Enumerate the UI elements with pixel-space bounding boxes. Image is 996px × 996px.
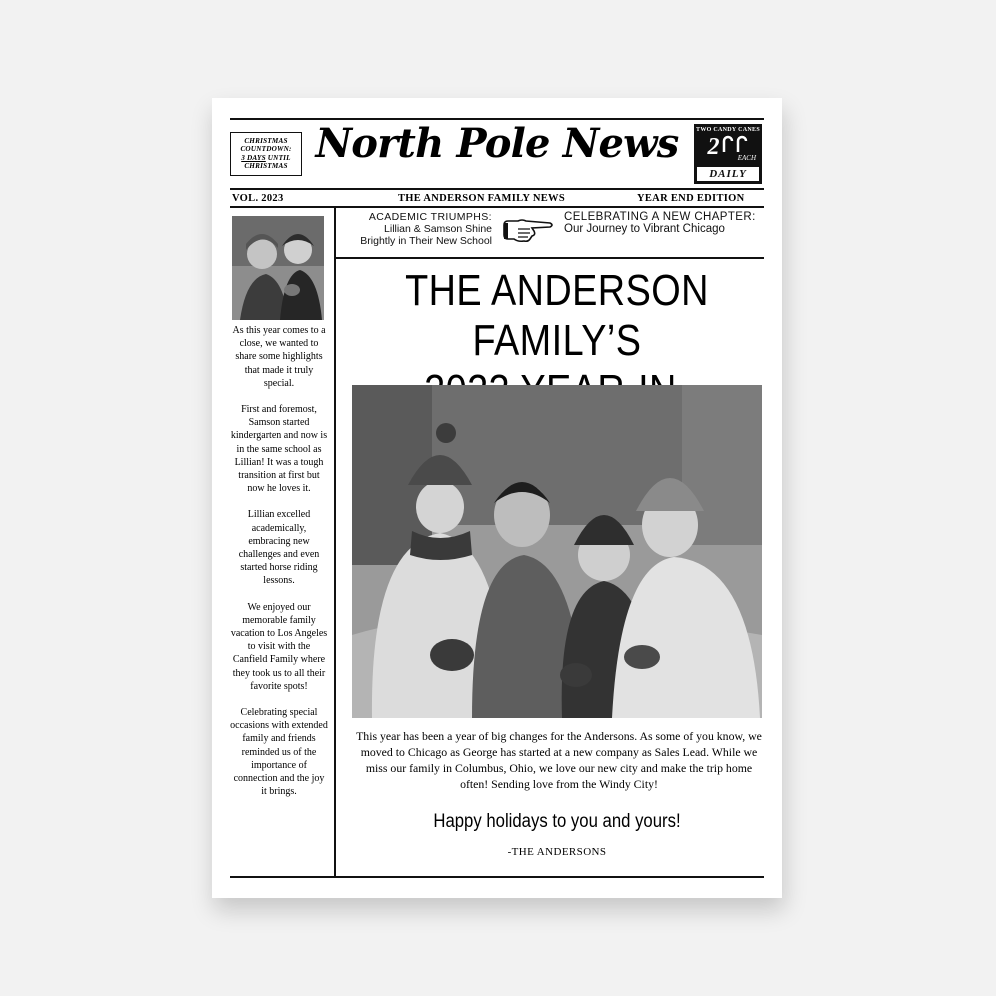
countdown-days: 3 DAYS [241,153,266,162]
family-photo [352,385,762,718]
teaser-chicago-line1: Our Journey to Vibrant Chicago [564,223,725,235]
price-daily: DAILY [697,167,759,181]
newspaper-title: North Pole News [315,120,679,167]
countdown-days-row [231,154,301,162]
headline-line1: THE ANDERSON FAMILY’S [405,266,709,365]
teaser-academic-heading: ACADEMIC TRIUMPHS: [368,211,492,223]
countdown-line1: CHRISTMAS [244,137,288,145]
strip-volume: VOL. 2023 [232,193,284,204]
countdown-line3: UNTIL [267,153,291,162]
pointing-hand-icon [502,215,554,245]
price-top: TWO CANDY CANES [696,127,760,133]
signature: -THE ANDERSONS [507,846,607,858]
masthead-rule-thick [230,188,764,190]
christmas-countdown-box [230,132,302,176]
sidebar-paragraph: We enjoyed our memorable family vacation to Los Angeles to visit with the Canfield Family where they took us to all their favorite spots! [230,601,328,692]
countdown-line4: CHRISTMAS [244,162,288,171]
sidebar-paragraph: Lillian excelled academically, embracing new challenges and even started horse riding lessons. [238,509,320,587]
teaser-academic-line1: Lillian & Samson Shine [384,223,492,235]
main-body-text: This year has been a year of big changes for the Andersons. As some of you know, we moved to Chicago as George has started at a new company as Sales Lead. While we miss our family in Columbus, Ohio, we love our new city and make the trip home often! Sending love from the Windy City! [356,729,762,791]
bottom-rule [230,876,764,878]
price-each: EACH [737,154,756,162]
holiday-greeting: Happy holidays to you and yours! [433,811,681,832]
newspaper-card [212,98,782,898]
strip-rule [230,206,764,208]
teaser-rule [335,257,764,259]
teaser-chicago [564,211,764,235]
teaser-academic-line2: Brightly in Their New School [360,235,492,247]
column-rule [334,208,336,876]
mother-child-photo [232,216,324,320]
teaser-academic [342,211,492,247]
sidebar-paragraph: First and foremost, Samson started kindergarten and now is in the same school as Lillian! It was a tough transition at first but now he loves it. [230,404,328,495]
sidebar-paragraph: As this year comes to a close, we wanted to share some highlights that made it truly special. [232,325,326,389]
strip-center: THE ANDERSON FAMILY NEWS [398,193,565,204]
strip-edition: YEAR END EDITION [637,193,745,204]
price-box [694,124,762,184]
candy-cane-icon [721,135,735,153]
price-value: 2 [707,134,720,160]
sidebar-paragraph: Celebrating special occasions with extended family and friends reminded us of the importance of connection and the joy it brings. [230,707,328,798]
teaser-chicago-heading: CELEBRATING A NEW CHAPTER: [564,211,756,223]
countdown-line2: COUNTDOWN: [240,145,292,154]
candy-cane-icon [735,135,749,153]
sidebar-column [230,324,328,812]
